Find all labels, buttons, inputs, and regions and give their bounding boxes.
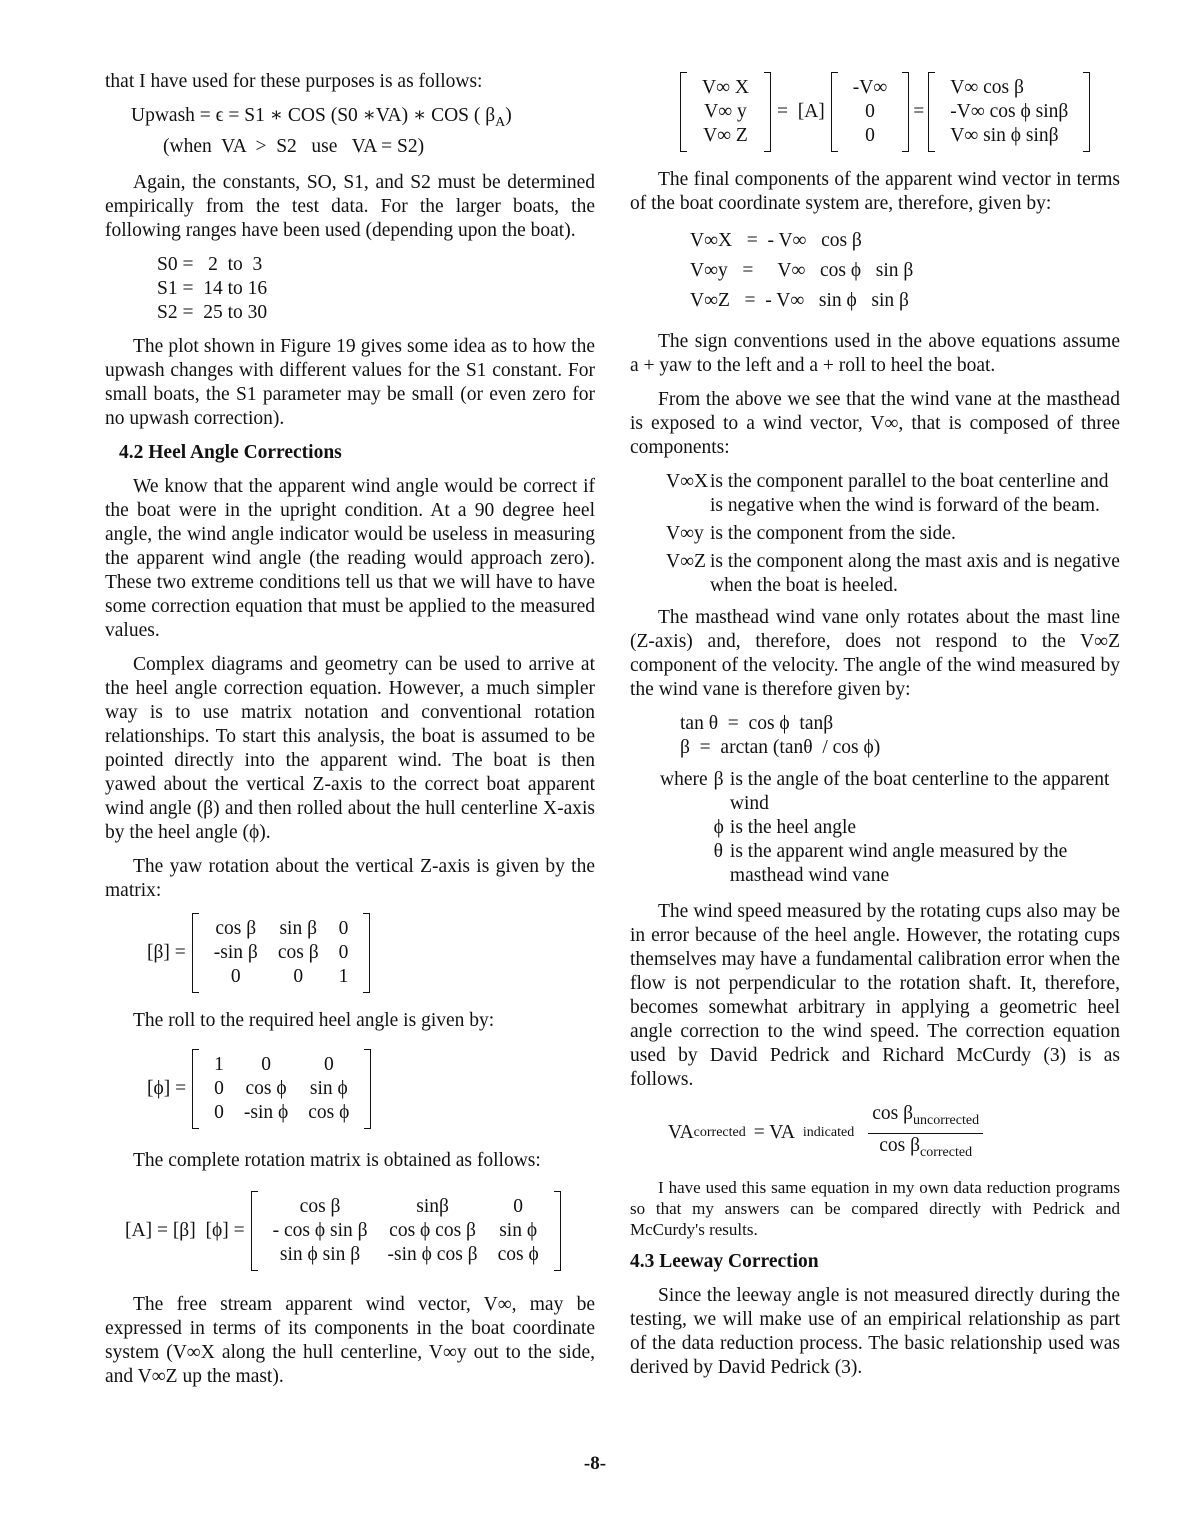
phi-matrix: 1 0 0 0 cos ϕ sin ϕ 0 -sin ϕ cos ϕ	[214, 1053, 350, 1123]
section-heading-4-3: 4.3 Leeway Correction	[630, 1250, 819, 1272]
page-number: -8-	[583, 1453, 607, 1474]
range-s0: S0 = 2 to 3	[157, 253, 263, 275]
right-column	[630, 76, 1120, 1390]
component-x: V∞X is the component parallel to the boat centerline and is negative when the wind is forward of the beam.	[666, 471, 1109, 516]
component-z: V∞Z is the component along the mast axis and is negative when the boat is heeled.	[666, 551, 1120, 596]
va-fraction: $\cos \beta_{uncorrected}$ $\cos \beta_{corrected}$	[868, 1102, 983, 1165]
heel-paragraph-2: Complex diagrams and geometry can be used to arrive at the heel angle correction equation. However, a much simpler way is to use matrix notation and conventional rotation relationships. To start this analysis, the boat is assumed to be pointed directly into the apparent wind. The boat is then yawed about the vertical Z-axis to the correct boat apparent wind angle (β) and then rolled about the hull centerline X-axis by the heel angle (ϕ).	[105, 653, 595, 843]
final-equations: V∞X = - V∞ cos β V∞y = V∞ cos ϕ sin β V∞Z = - V∞ sin ϕ sin β	[690, 230, 914, 311]
constants-paragraph: Again, the constants, SO, S1, and S2 must be determined empirically from the test data. For the larger boats, the following ranges have been used (depending upon the boat).	[105, 171, 595, 241]
free-stream-paragraph: The free stream apparent wind vector, V∞, may be expressed in terms of its components in the boat coordinate system (V∞X along the hull centerline, V∞y out to the side, and V∞Z up the mast).	[105, 1293, 595, 1387]
roll-paragraph: The roll to the required heel angle is given by:	[133, 1009, 495, 1031]
heel-paragraph-1: We know that the apparent wind angle would be correct if the boat were in the upright condition. At a 90 degree heel angle, the wind angle indicator would be useless in measuring the apparent wind angle (the reading would approach zero). These two extreme conditions tell us that we will have to have some correction equation that must be applied to the measured values.	[105, 475, 595, 641]
masthead-paragraph: From the above we see that the wind vane at the masthead is exposed to a wind vector, V∞, that is composed of three components:	[630, 389, 1120, 458]
section-heading-4-2: 4.2 Heel Angle Corrections	[119, 441, 342, 463]
beta-matrix: cos β sin β 0 -sin β cos β 0 0 0 1	[213, 917, 349, 987]
vector-mid: -V∞ 0 0	[852, 77, 888, 146]
plot-paragraph: The plot shown in Figure 19 gives some idea as to how the upwash changes with different values for the S1 constant. For small boats, the S1 parameter may be small (or even zero for no upwash correction).	[105, 335, 595, 429]
vector-lhs: V∞ X V∞ y V∞ Z	[702, 77, 749, 146]
intro-text: that I have used for these purposes is as follows:	[105, 71, 483, 92]
component-list	[666, 470, 1120, 598]
range-s2: S2 = 25 to 30	[157, 301, 268, 323]
upwash-equation: Upwash = ϵ = S1 ∗ COS (S0 ∗VA) ∗ COS ( $\beta_A$) (when VA > S2 use VA = S2)	[131, 104, 595, 159]
a-matrix: cos β sinβ 0 - cos ϕ sin β cos ϕ cos β sin ϕ sin ϕ sin β -sin ϕ cos β cos ϕ	[272, 1195, 539, 1265]
va-correction-equation: VA corrected = VA indicated $\cos \beta_{uncorrected}$ $\cos \beta_{corrected}$	[668, 1102, 1120, 1165]
a-matrix-equation: [A] = [β] [ϕ] = cos β sinβ 0 - cos ϕ sin β cos ϕ cos β sin ϕ sin ϕ sin β -sin ϕ cos β cos ϕ	[125, 1195, 595, 1267]
where-list: where β is the angle of the boat centerline to the apparent wind ϕ is the heel angle θ is the apparent wind angle measured by the masthead wind vane	[660, 769, 1110, 886]
same-equation-paragraph: I have used this same equation in my own data reduction programs so that my answers can be compared directly with Pedrick and McCurdy's results.	[630, 1177, 1120, 1239]
vane-paragraph: The masthead wind vane only rotates about the mast line (Z-axis) and, therefore, does not respond to the V∞Z component of the velocity. The angle of the wind measured by the wind vane is therefore given by:	[630, 607, 1120, 700]
beta-matrix-equation: [β] = cos β sin β 0 -sin β cos β 0 0 0 1	[147, 917, 595, 989]
component-y: V∞y is the component from the side.	[666, 523, 956, 544]
yaw-paragraph: The yaw rotation about the vertical Z-axis is given by the matrix:	[105, 855, 595, 901]
complete-paragraph: The complete rotation matrix is obtained as follows:	[133, 1149, 541, 1171]
tan-equations: tan θ = cos ϕ tanβ β = arctan (tanθ / cos ϕ)	[680, 713, 881, 758]
final-components-paragraph: The final components of the apparent wind vector in terms of the boat coordinate system are, therefore, given by:	[630, 169, 1120, 214]
vector-equation: V∞ X V∞ y V∞ Z = [A] -V∞ 0 0 = V∞ cos β -V∞ cos ϕ sinβ V∞ sin ϕ sinβ	[680, 76, 1120, 148]
range-s1: S1 = 14 to 16	[157, 277, 268, 299]
leeway-paragraph: Since the leeway angle is not measured directly during the testing, we will make use of an empirical relationship as part of the data reduction process. The basic relationship used was derived by David Pedrick (3).	[630, 1284, 1120, 1378]
constant-ranges	[157, 253, 595, 325]
wind-speed-paragraph: The wind speed measured by the rotating cups also may be in error because of the heel angle. However, the rotating cups themselves may have a fundamental calibration error when the flow is not perpendicular to the rotation shaft. It, therefore, becomes somewhat arbitrary in applying a geometric heel angle correction to the wind speed. The correction equation used by David Pedrick and Richard McCurdy (3) is as follows.	[630, 901, 1120, 1090]
upwash-condition: (when VA > S2 use VA = S2)	[163, 135, 425, 157]
sign-paragraph: The sign conventions used in the above equations assume a + yaw to the left and a + roll to heel the boat.	[630, 331, 1120, 376]
vector-rhs: V∞ cos β -V∞ cos ϕ sinβ V∞ sin ϕ sinβ	[950, 77, 1069, 146]
phi-matrix-equation: [ϕ] = 1 0 0 0 cos ϕ sin ϕ 0 -sin ϕ cos ϕ	[147, 1053, 595, 1125]
left-column	[105, 70, 595, 1399]
